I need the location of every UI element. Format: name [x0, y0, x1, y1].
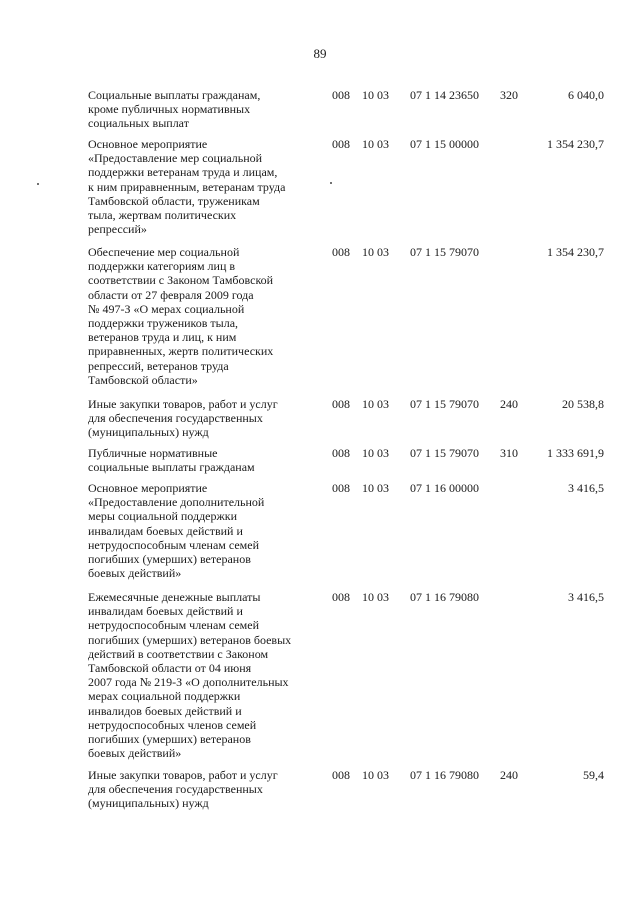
- row-name-line: боевых действий»: [88, 746, 182, 761]
- row-name-line: Иные закупки товаров, работ и услуг: [88, 397, 278, 411]
- row-name-line: Социальные выплаты гражданам,: [88, 88, 261, 102]
- row-name-line: погибших (умерших) ветеранов: [88, 732, 251, 747]
- row-name: [88, 397, 320, 440]
- row-name-line: нетрудоспособным членам семей: [88, 618, 260, 633]
- row-name-line: инвалидам боевых действий и: [88, 604, 243, 619]
- ministry-code: 008: [332, 137, 350, 151]
- row-name-line: для обеспечения государственных: [88, 782, 263, 797]
- section-code: 10 03: [362, 397, 389, 411]
- row-name-line: инвалидам боевых действий и: [88, 523, 243, 538]
- ministry-code: 008: [332, 768, 350, 782]
- target-article-code: 07 1 15 79070: [410, 397, 479, 411]
- section-code: 10 03: [362, 137, 389, 151]
- section-code: 10 03: [362, 245, 389, 259]
- target-article-code: 07 1 16 79080: [410, 590, 479, 604]
- row-name: [88, 446, 320, 474]
- row-name-line: поддержки ветеранам труда и лицам,: [88, 165, 278, 180]
- section-code: 10 03: [362, 768, 389, 782]
- row-name: [88, 88, 320, 131]
- row-name: [88, 590, 320, 760]
- row-name-line: Иные закупки товаров, работ и услуг: [88, 768, 278, 782]
- row-name-line: мерах социальной поддержки: [88, 689, 241, 704]
- amount: 6 040,0: [568, 88, 604, 102]
- row-name-line: репрессий»: [88, 222, 147, 237]
- scan-speck: [37, 183, 39, 185]
- target-article-code: 07 1 15 00000: [410, 137, 479, 151]
- row-name-line: нетрудоспособным членам семей: [88, 537, 260, 552]
- ministry-code: 008: [332, 481, 350, 495]
- row-name-line: Ежемесячные денежные выплаты: [88, 590, 261, 604]
- row-name-line: Тамбовской области, труженикам: [88, 193, 260, 208]
- row-name-line: 2007 года № 219-З «О дополнительных: [88, 675, 289, 690]
- target-article-code: 07 1 16 79080: [410, 768, 479, 782]
- section-code: 10 03: [362, 590, 389, 604]
- row-name-line: репрессий, ветеранов труда: [88, 358, 229, 373]
- scan-speck: [330, 182, 332, 184]
- row-name-line: Основное мероприятие: [88, 137, 208, 151]
- row-name-line: поддержки тружеников тыла,: [88, 316, 239, 331]
- row-name: [88, 245, 320, 387]
- target-article-code: 07 1 15 79070: [410, 245, 479, 259]
- row-name: [88, 481, 320, 580]
- row-name-line: Публичные нормативные: [88, 446, 218, 460]
- row-name-line: приравненных, жертв политических: [88, 344, 274, 359]
- page-number: 89: [313, 46, 327, 61]
- expense-type-code: 310: [500, 446, 518, 460]
- amount: 1 333 691,9: [547, 446, 604, 460]
- row-name-line: Тамбовской области от 04 июня: [88, 661, 252, 676]
- row-name-line: Основное мероприятие: [88, 481, 208, 495]
- target-article-code: 07 1 15 79070: [410, 446, 479, 460]
- section-code: 10 03: [362, 88, 389, 102]
- row-name-line: социальные выплаты гражданам: [88, 460, 255, 475]
- amount: 1 354 230,7: [547, 137, 604, 151]
- row-name-line: Обеспечение мер социальной: [88, 245, 240, 259]
- row-name-line: к ним приравненным, ветеранам труда: [88, 179, 286, 194]
- target-article-code: 07 1 16 00000: [410, 481, 479, 495]
- amount: 1 354 230,7: [547, 245, 604, 259]
- row-name: [88, 768, 320, 811]
- row-name-line: меры социальной поддержки: [88, 509, 238, 524]
- row-name-line: погибших (умерших) ветеранов: [88, 552, 251, 567]
- amount: 20 538,8: [562, 397, 604, 411]
- amount: 59,4: [583, 768, 604, 782]
- row-name-line: (муниципальных) нужд: [88, 796, 209, 811]
- section-code: 10 03: [362, 481, 389, 495]
- row-name: [88, 137, 320, 236]
- row-name-line: нетрудоспособных членов семей: [88, 717, 257, 732]
- expense-type-code: 240: [500, 768, 518, 782]
- row-name-line: «Предоставление дополнительной: [88, 495, 265, 510]
- target-article-code: 07 1 14 23650: [410, 88, 479, 102]
- row-name-line: (муниципальных) нужд: [88, 425, 209, 440]
- row-name-line: инвалидов боевых действий и: [88, 703, 242, 718]
- row-name-line: соответствии с Законом Тамбовской: [88, 273, 274, 288]
- amount: 3 416,5: [568, 590, 604, 604]
- ministry-code: 008: [332, 446, 350, 460]
- amount: 3 416,5: [568, 481, 604, 495]
- row-name-line: действий в соответствии с Законом: [88, 646, 269, 661]
- section-code: 10 03: [362, 446, 389, 460]
- ministry-code: 008: [332, 590, 350, 604]
- row-name-line: области от 27 февраля 2009 года: [88, 287, 254, 302]
- expense-type-code: 320: [500, 88, 518, 102]
- ministry-code: 008: [332, 88, 350, 102]
- ministry-code: 008: [332, 245, 350, 259]
- row-name-line: поддержки категориям лиц в: [88, 259, 236, 274]
- row-name-line: № 497-З «О мерах социальной: [88, 301, 245, 316]
- row-name-line: боевых действий»: [88, 566, 182, 581]
- row-name-line: ветеранов труда и лиц, к ним: [88, 330, 237, 345]
- row-name-line: Тамбовской области»: [88, 372, 198, 387]
- row-name-line: тыла, жертвам политических: [88, 208, 237, 223]
- row-name-line: «Предоставление мер социальной: [88, 151, 263, 166]
- ministry-code: 008: [332, 397, 350, 411]
- row-name-line: социальных выплат: [88, 116, 189, 131]
- row-name-line: для обеспечения государственных: [88, 411, 263, 426]
- expense-type-code: 240: [500, 397, 518, 411]
- row-name-line: кроме публичных нормативных: [88, 102, 251, 117]
- row-name-line: погибших (умерших) ветеранов боевых: [88, 632, 292, 647]
